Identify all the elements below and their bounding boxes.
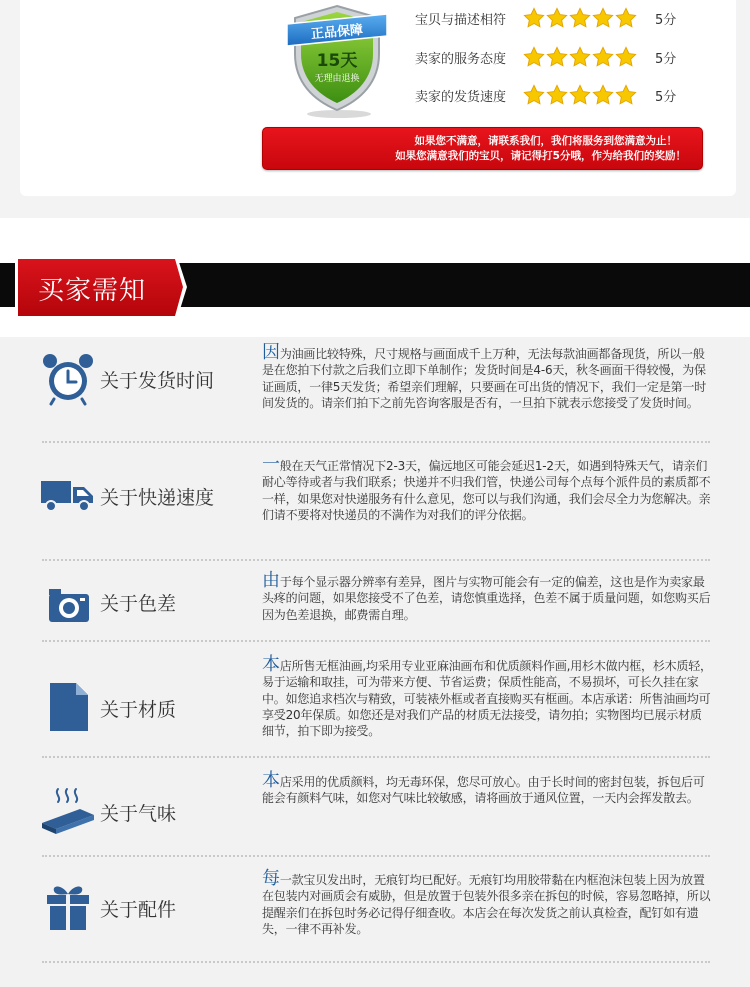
- camera-icon: [40, 577, 96, 633]
- notice-title: 关于材质: [100, 699, 177, 721]
- rating-row-shipping: [415, 83, 676, 107]
- star-rating: [523, 7, 637, 29]
- guarantee-days: 15天: [316, 51, 358, 71]
- notice-dropcap: 由: [262, 570, 280, 591]
- star-icon: [615, 84, 637, 106]
- notice-body: 于每个显示器分辨率有差异，图片与实物可能会有一定的偏差，这也是作为卖家最头疼的问题，如果您接受不了色差，请您慎重选择，色差不属于质量问题，如您购买后因为色差退换，邮费需自理。: [262, 575, 711, 622]
- banner-line-2: 如果您满意我们的宝贝，请记得打5分哦，作为给我们的奖励！: [395, 150, 686, 162]
- notice-body: 店所售无框油画,均采用专业亚麻油画布和优质颜料作画,用杉木做内框，杉木质轻，易于运输和取挂，可为带来方便、节省运费；保质性能高，不易损坏，可长久挂在家中。如您追求档次与精致，可装裱外框或者直接购买有框画。本店承诺：所售油画均可享受20年保质。如您还是对我们产品的材质无法接受，请勿拍；实物图均已展示材质细节，拍下即为接受。: [262, 659, 712, 739]
- buyer-notice-content: [0, 337, 750, 987]
- notice-title: 关于气味: [100, 803, 177, 825]
- notice-title: 关于色差: [100, 593, 177, 615]
- notice-dropcap: 本: [262, 654, 280, 675]
- guarantee-title: 正品保障: [310, 22, 364, 43]
- star-icon: [592, 84, 614, 106]
- feedback-banner: [262, 127, 703, 170]
- notice-dropcap: 因: [262, 342, 280, 363]
- notice-title: 关于快递速度: [100, 487, 215, 509]
- divider: [42, 756, 710, 758]
- star-icon: [546, 84, 568, 106]
- notice-text: [262, 570, 712, 623]
- rating-score: 5分: [655, 12, 677, 28]
- star-icon: [615, 46, 637, 68]
- odor-icon: [40, 785, 96, 841]
- notice-text: [262, 454, 712, 523]
- star-icon: [592, 46, 614, 68]
- divider: [42, 640, 710, 642]
- notice-text: [262, 654, 712, 739]
- rating-row-description: [415, 6, 676, 30]
- notice-dropcap: 每: [262, 868, 280, 889]
- banner-line-1: 如果您不满意，请联系我们，我们将服务到您满意为止！: [414, 135, 677, 147]
- notice-body: 一款宝贝发出时，无痕钉均已配好。无痕钉均用胶带黏在内框泡沫包装上因为放置在包装内对画质会有威胁，但是放置于包装外很多亲在拆包的时候，容易忽略掉，所以提醒亲们在拆包时务必记得仔细查收。本店会在每次发货之前认真检查，配钉如有遗失，一律不再补发。: [262, 873, 711, 936]
- notice-dropcap: 本: [262, 770, 280, 791]
- star-icon: [546, 46, 568, 68]
- section-title: 买家需知: [38, 276, 147, 306]
- notice-body: 般在天气正常情况下2-3天，偏远地区可能会延迟1-2天，如遇到特殊天气，请亲们耐心等待或者与我们联系；快递并不归我们管，快递公司每个点每个派件员的素质都不一样，如果您对快递服务有什么意见，您可以与我们沟通，我们会尽全力为您解决。亲们请不要将对快递员的不满作为对我们的评分依据。: [262, 459, 711, 522]
- rating-label: 卖家的发货速度: [415, 89, 507, 105]
- rating-label: 卖家的服务态度: [415, 51, 507, 67]
- rating-card: [0, 0, 750, 218]
- star-rating: [523, 46, 637, 68]
- alarm-clock-icon: [40, 351, 96, 407]
- star-icon: [546, 7, 568, 29]
- delivery-truck-icon: [40, 465, 96, 521]
- star-rating: [523, 84, 637, 106]
- divider: [42, 441, 710, 443]
- notice-text: [262, 342, 712, 411]
- star-icon: [569, 84, 591, 106]
- rating-label: 宝贝与描述相符: [415, 12, 507, 28]
- notice-title: 关于配件: [100, 899, 177, 921]
- notice-text: [262, 868, 712, 937]
- gift-icon: [40, 881, 96, 937]
- notice-body: 为油画比较特殊，尺寸规格与画面成千上万种，无法每款油画都备现货，所以一般是在您拍下付款之后我们立即下单制作；发货时间是4-6天，秋冬画面干得较慢，为保证画质，一律5天发货；希望亲们理解，只要画在可出货的情况下，我们一定是第一时间发货的。请亲们拍下之前先咨询客服是否有，一旦拍下就表示您接受了发货时间。: [262, 347, 707, 410]
- star-icon: [523, 46, 545, 68]
- star-icon: [592, 7, 614, 29]
- notice-body: 店采用的优质颜料，均无毒环保，您尽可放心。由于长时间的密封包装，拆包后可能会有颜料气味，如您对气味比较敏感，请将画放于通风位置，一天内会挥发散去。: [262, 775, 705, 806]
- rating-score: 5分: [655, 89, 677, 105]
- divider: [42, 855, 710, 857]
- rating-score: 5分: [655, 51, 677, 67]
- rating-row-service: [415, 45, 676, 69]
- star-icon: [569, 7, 591, 29]
- star-icon: [523, 7, 545, 29]
- guarantee-shield-icon: [283, 2, 391, 118]
- notice-dropcap: 一: [262, 454, 280, 475]
- notice-title: 关于发货时间: [100, 370, 215, 392]
- guarantee-subtitle: 无理由退换: [314, 74, 360, 84]
- star-icon: [523, 84, 545, 106]
- document-icon: [40, 679, 96, 735]
- star-icon: [615, 7, 637, 29]
- star-icon: [569, 46, 591, 68]
- divider: [42, 559, 710, 561]
- notice-text: [262, 770, 712, 807]
- divider: [42, 961, 710, 963]
